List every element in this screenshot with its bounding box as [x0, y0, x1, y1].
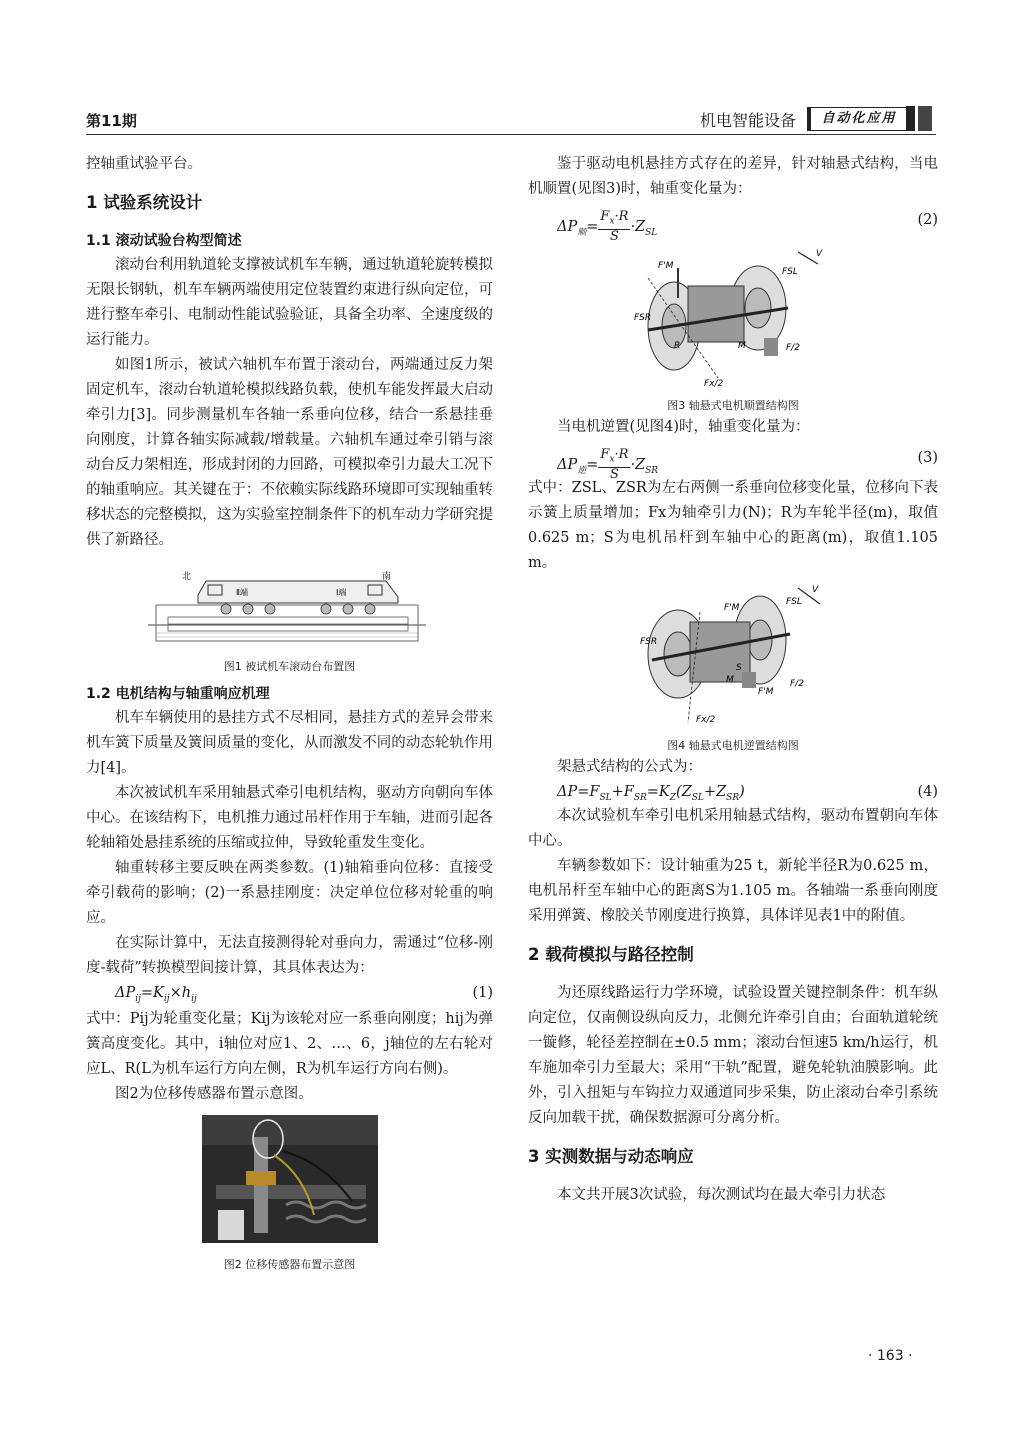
equation-number: (3)	[917, 450, 938, 466]
motor-label: M	[726, 675, 734, 685]
figure-2	[86, 1115, 493, 1274]
fm-label: F'M	[658, 261, 674, 271]
section-heading-1: 1 试验系统设计	[86, 193, 203, 212]
equation-4: $\Delta P=F_{SL}+F_{SR}=K_Z(Z_{SL}+Z_{SR})$ (4)	[528, 780, 938, 804]
equation-number: (4)	[917, 784, 938, 800]
equation-2: $\Delta P_顺=$ $\frac{F_x\cdot R}{S}$ $\cdot Z_{SL}$ (2)	[557, 209, 938, 244]
velocity-label: V	[812, 585, 819, 595]
paragraph: 控轴重试验平台。	[86, 156, 202, 172]
paragraph: 图2为位移传感器布置示意图。	[115, 1086, 313, 1102]
page-number: · 163 ·	[868, 1348, 913, 1364]
header-decor-bar	[906, 106, 915, 131]
figure-2-caption: 图2 位移传感器布置示意图	[223, 1258, 356, 1271]
figure-3	[528, 238, 938, 415]
equation-number: (1)	[472, 985, 493, 1001]
paragraph: 式中：Pij为轮重变化量；Kij为该轮对应一系垂向刚度；hij为弹簧高度变化。其中，i轴位对应1、2、…、6，j轴位的左右轮对应L、R(L为机车运行方向左侧，R为机车运行方向右侧)。	[86, 1011, 493, 1077]
paragraph: 式中：ZSL、ZSR为左右两侧一系垂向位移变化量，位移向下表示簧上质量增加；Fx为轴牵引力(N)；R为车轮半径(m)，取值0.625 m；S为电机吊杆到车轴中心的距离(m)，取值1.105 m。	[528, 480, 938, 571]
paragraph: 如图1所示，被试六轴机车布置于滚动台，两端通过反力架固定机车，滚动台轨道轮模拟线路负载，使机车能发挥最大启动牵引力[3]。同步测量机车各轴一系垂向位移，结合一系悬挂垂向刚度，计算各轴实际减载/增载量。六轴机车通过牵引销与滚动台反力架相连，形成封闭的力回路，可模拟牵引力最大工况下的轴重响应。其关键在于：不依赖实际线路环境即可实现轴重转移状态的完整模拟，这为实验室控制条件下的机车动力学研究提供了新路径。	[86, 357, 493, 548]
equation-1: $\Delta P_{ij}=K_{ij}\times h_{ij}$ (1)	[86, 981, 493, 1007]
subsection-heading-1-1: 1.1 滚动试验台构型简述	[86, 233, 242, 249]
paragraph: 架悬式结构的公式为：	[557, 759, 702, 775]
rolling-stand-diagram	[86, 567, 493, 643]
paragraph: 鉴于驱动电机悬挂方式存在的差异，针对轴悬式结构，当电机顺置(见图3)时，轴重变化量为：	[528, 156, 938, 197]
figure-4-caption: 图4 轴悬式电机逆置结构图	[667, 739, 799, 752]
figure-4	[528, 582, 938, 755]
header-decor-bar	[918, 106, 932, 131]
motor-label: M	[738, 341, 746, 351]
paragraph: 为还原线路运行力学环境，试验设置关键控制条件：机车纵向定位，仅南侧设纵向反力，北侧允许牵引自由；台面轨道轮统一镟修，轮径差控制在±0.5 mm；滚动台恒速5 km/h运行，机车施加牵引力至最大；采用“干轨”配置，避免轮轨油膜影响。此外，引入扭矩与车钩拉力双通道同步采集，防止滚动台牵引系统反向加载干扰，确保数据源可分离分析。	[528, 985, 938, 1126]
paragraph: 机车车辆使用的悬挂方式不尽相同，悬挂方式的差异会带来机车簧下质量及簧间质量的变化，从而激发不同的动态轮轨作用力[4]。	[86, 710, 493, 776]
figure-3-caption: 图3 轴悬式电机顺置结构图	[667, 399, 799, 412]
section-heading-2: 2 载荷模拟与路径控制	[528, 945, 694, 964]
header-rule	[86, 134, 936, 135]
fx-half-label: Fx/2	[704, 379, 724, 388]
fsr-label: FSR	[640, 637, 658, 647]
f-half-label: F/2	[786, 343, 800, 353]
fx-half-label: Fx/2	[696, 715, 716, 725]
subsection-heading-1-2: 1.2 电机结构与轴重响应机理	[86, 686, 270, 702]
sensor-photo	[86, 1115, 493, 1243]
f-half-label: F/2	[790, 679, 804, 689]
journal-name: 机电智能设备	[700, 111, 797, 130]
paragraph: 本次被试机车采用轴悬式牵引电机结构，驱动方向朝向车体中心。在该结构下，电机推力通过吊杆作用于车轴，进而引起各轮轴箱处悬挂系统的压缩或拉伸，导致轮重发生变化。	[86, 785, 493, 851]
left-column	[86, 152, 493, 1274]
fig1-south-label: 南	[382, 572, 392, 582]
fm-lower-label: F'M	[758, 687, 774, 697]
radius-label: R	[674, 341, 681, 351]
equation-number: (2)	[917, 212, 938, 228]
paragraph: 当电机逆置(见图4)时，轴重变化量为：	[557, 419, 810, 435]
fsl-label: FSL	[786, 597, 802, 607]
velocity-label: V	[816, 249, 823, 259]
fsr-label: FSR	[634, 313, 652, 323]
right-column	[528, 152, 938, 1208]
figure-1-caption: 图1 被试机车滚动台布置图	[223, 660, 356, 673]
section-tag: 自动化应用	[807, 107, 908, 131]
paragraph: 车辆参数如下：设计轴重为25 t，新轮半径R为0.625 m，电机吊杆至车轴中心的距离S为1.105 m。各轴端一系垂向刚度采用弹簧、橡胶关节刚度进行换算，具体详见表1中的附值。	[528, 858, 938, 924]
fig1-end1-label: Ⅰ端	[336, 588, 347, 597]
paragraph: 本次试验机车牵引电机采用轴悬式结构，驱动布置朝向车体中心。	[528, 808, 938, 849]
section-heading-3: 3 实测数据与动态响应	[528, 1147, 694, 1166]
equation-3: $\Delta P_逆=$ $\frac{F_x\cdot R}{S}$ $\cdot Z_{SR}$ (3)	[557, 447, 938, 482]
paragraph: 在实际计算中，无法直接测得轮对垂向力，需通过“位移-刚度-载荷”转换模型间接计算，其具体表达为：	[86, 935, 493, 976]
fsl-label: FSL	[782, 267, 798, 277]
motor-forward-diagram	[528, 238, 938, 388]
fm-label: F'M	[724, 603, 740, 613]
paragraph: 本文共开展3次试验，每次测试均在最大牵引力状态	[557, 1187, 886, 1203]
paragraph: 滚动台利用轨道轮支撑被试机车车辆，通过轨道轮旋转模拟无限长钢轨，机车车辆两端使用定位装置约束进行纵向定位，可进行整车牵引、电制动性能试验验证，具备全功率、全速度级的运行能力。	[86, 257, 493, 348]
paragraph: 轴重转移主要反映在两类参数。(1)轴箱垂向位移：直接受牵引载荷的影响；(2)一系悬挂刚度：决定单位位移对轮重的响应。	[86, 860, 493, 926]
figure-1	[86, 567, 493, 676]
motor-reverse-diagram	[528, 582, 938, 728]
fig1-end2-label: Ⅱ端	[236, 588, 248, 597]
issue-number: 第11期	[86, 112, 137, 130]
distance-label: S	[736, 663, 742, 673]
fig1-north-label: 北	[182, 572, 192, 582]
